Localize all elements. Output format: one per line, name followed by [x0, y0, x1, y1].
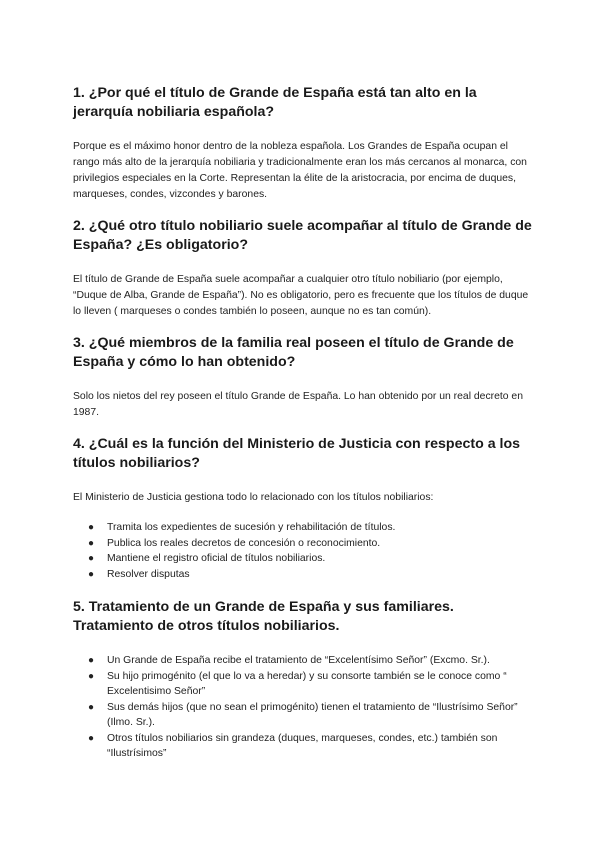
bullet-icon: ● — [88, 701, 95, 713]
section-heading: 1. ¿Por qué el título de Grande de España está tan alto en la jerarquía nobiliaria española? — [73, 85, 477, 120]
bullet-list — [73, 520, 533, 582]
section-2 — [73, 217, 533, 320]
section-paragraph: El título de Grande de España suele acompañar a cualquier otro título nobiliario (por ejemplo, “Duque de Alba, Grande de España”). No es obligatorio, pero es frecuente que los títulos de duque lo lleven ( marqueses o condes también lo poseen, aunque no es tan común). — [73, 274, 529, 317]
section-heading: 5. Tratamiento de un Grande de España y sus familiares. Tratamiento de otros títulos nobiliarios. — [73, 599, 454, 634]
list-item — [73, 669, 533, 700]
list-item — [73, 567, 533, 583]
list-item — [73, 653, 533, 669]
bullet-icon: ● — [88, 537, 95, 549]
section-paragraph: El Ministerio de Justicia gestiona todo lo relacionado con los títulos nobiliarios: — [73, 492, 434, 503]
list-item — [73, 700, 533, 731]
section-5 — [73, 598, 533, 762]
bullet-icon: ● — [88, 670, 95, 682]
bullet-icon: ● — [88, 732, 95, 744]
list-item — [73, 731, 533, 762]
section-heading: 3. ¿Qué miembros de la familia real poseen el título de Grande de España y cómo lo han obtenido? — [73, 335, 514, 370]
section-heading: 4. ¿Cuál es la función del Ministerio de Justicia con respecto a los títulos nobiliarios? — [73, 436, 521, 471]
section-paragraph: Solo los nietos del rey poseen el título Grande de España. Lo han obtenido por un real decreto en 1987. — [73, 391, 523, 418]
bullet-icon: ● — [88, 568, 95, 580]
list-item-text: Su hijo primogénito (el que lo va a heredar) y su consorte también se le conoce como “ Excelentisimo Señor” — [107, 670, 507, 697]
bullet-icon: ● — [88, 655, 95, 666]
section-paragraph: Porque es el máximo honor dentro de la nobleza española. Los Grandes de España ocupan el rango más alto de la jerarquía nobiliaria y tradicionalmente eran los más cercanos al monarca, con privilegios especiales en la Corte. Representan la élite de la aristocracia, por encima de duques, marqueses, condes, vizcondes y barones. — [73, 141, 527, 200]
list-item-text: Sus demás hijos (que no sean el primogénito) tienen el tratamiento de “Ilustrísimo Señor” (Ilmo. Sr.). — [107, 701, 518, 728]
section-4 — [73, 435, 533, 582]
list-item — [73, 551, 533, 567]
bullet-icon: ● — [88, 522, 95, 533]
document-content — [73, 84, 533, 778]
list-item — [73, 520, 533, 536]
list-item-text: Otros títulos nobiliarios sin grandeza (duques, marqueses, condes, etc.) también son “Ilustrísimos” — [107, 732, 498, 759]
list-item-text: Un Grande de España recibe el tratamiento de “Excelentísimo Señor” (Excmo. Sr.). — [107, 655, 490, 666]
list-item-text: Tramita los expedientes de sucesión y rehabilitación de títulos. — [107, 522, 396, 533]
bullet-list — [73, 653, 533, 762]
list-item-text: Resolver disputas — [107, 568, 190, 580]
list-item — [73, 536, 533, 552]
section-3 — [73, 334, 533, 421]
section-heading: 2. ¿Qué otro título nobiliario suele acompañar al título de Grande de España? ¿Es obligatorio? — [73, 218, 532, 253]
bullet-icon: ● — [88, 553, 95, 564]
list-item-text: Publica los reales decretos de concesión o reconocimiento. — [107, 537, 381, 549]
section-1 — [73, 84, 533, 203]
list-item-text: Mantiene el registro oficial de títulos nobiliarios. — [107, 553, 326, 564]
